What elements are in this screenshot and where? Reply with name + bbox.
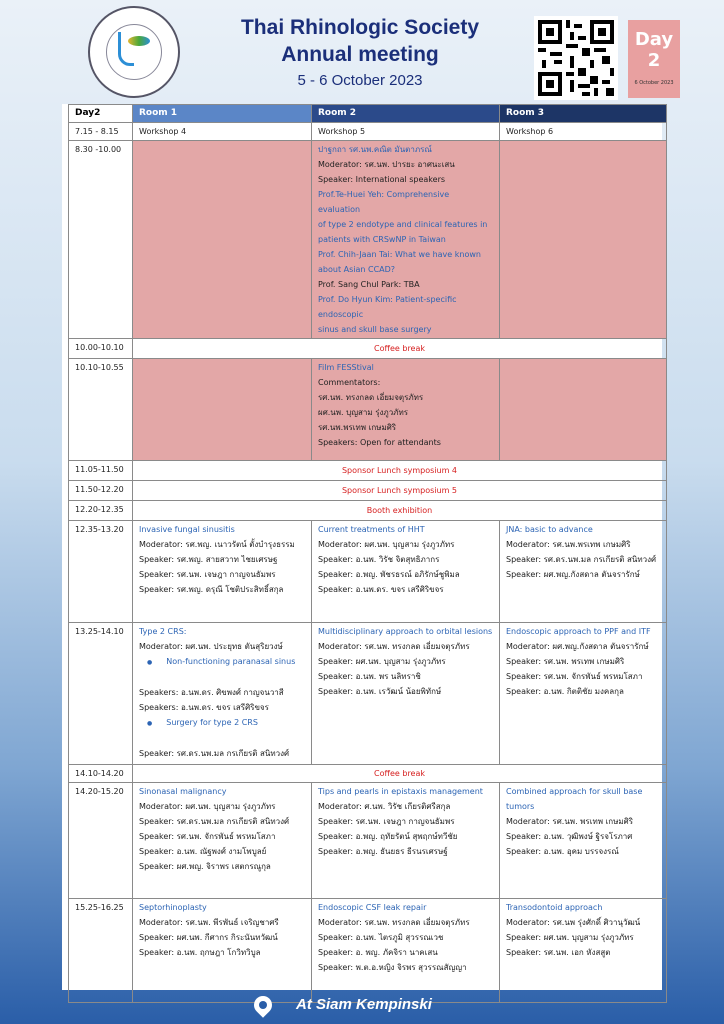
line: Speaker: อ.นพ. วุฒิพงษ์ ฐิรจโรภาศ: [506, 832, 633, 841]
line: รศ.นพ.พรเทพ เกษมศิริ: [318, 423, 397, 432]
schedule-table: [68, 104, 667, 1003]
session-cell: [500, 141, 667, 339]
table-row: [69, 461, 667, 481]
session-title-cont: tumors: [506, 802, 535, 811]
session-cell: [312, 899, 500, 1003]
session-title: Endoscopic approach to PPF and ITF: [506, 627, 651, 636]
line: Moderator: รศ.นพ. พีรพันธ์ เจริญชาศรี: [139, 918, 279, 927]
line: Speakers: อ.นพ.ดร. ขจร เสรีศิริขจร: [139, 703, 269, 712]
session-cell: [133, 783, 312, 899]
session-title: Sinonasal malignancy: [139, 787, 227, 796]
table-header-row: [69, 105, 667, 123]
title-line-2: Annual meeting: [281, 43, 439, 66]
session-cell: [500, 359, 667, 461]
line: Commentators:: [318, 378, 381, 387]
line: Speaker: รศ.พญ. สายสวาท ไชยเศรษฐ: [139, 555, 278, 564]
table-row: [69, 521, 667, 623]
session-title: Transodontoid approach: [506, 903, 603, 912]
line: Speaker: รศ.ดร.นพ.มล กรเกียรติ สนิทวงศ์: [139, 749, 290, 758]
line: Prof.Te-Huei Yeh: Comprehensive evaluation: [318, 190, 450, 214]
time-cell: 11.05-11.50: [69, 461, 133, 481]
column-header-day: Day2: [69, 105, 133, 123]
session-cell: [133, 141, 312, 339]
line: Speaker: ผศ.พญ. จิราพร เสตกรณูกุล: [139, 862, 271, 871]
session-cell: [133, 359, 312, 461]
session-title: Combined approach for skull base: [506, 787, 643, 796]
break-cell: Sponsor Lunch symposium 4: [133, 461, 667, 481]
table-row: [69, 339, 667, 359]
line: Speaker: รศ.นพ. เจษฎา กาญจนธัมพร: [139, 570, 276, 579]
session-cell: [312, 359, 500, 461]
line: Speaker: รศ.นพ. จักรพันธ์ พรหมโสภา: [139, 832, 276, 841]
line: about Asian CCAD?: [318, 265, 396, 274]
session-title: Tips and pearls in epistaxis management: [318, 787, 483, 796]
break-cell: Coffee break: [133, 339, 667, 359]
table-row: [69, 783, 667, 899]
session-title: Multidisciplinary approach to orbital lesions: [318, 627, 493, 636]
logo-inner-ring: [106, 24, 162, 80]
day-badge: [628, 20, 680, 98]
event-date: 5 - 6 October 2023: [297, 72, 423, 89]
line: Speaker: อ.นพ. ไตรภูมิ สุวรรณเวช: [318, 933, 444, 942]
day-badge-label: Day: [634, 29, 674, 50]
line: Moderator: รศ.นพ. ทรงกลด เอี่ยมจตุรภัทร: [318, 918, 470, 927]
table-row: [69, 501, 667, 521]
line: รศ.นพ. ทรงกลด เอี่ยมจตุรภัทร: [318, 393, 424, 402]
society-logo: [88, 6, 180, 98]
line: Moderator: รศ.นพ รุ่งศักดิ์ ศิวานุวัฒน์: [506, 918, 641, 927]
column-header-room1: Room 1: [133, 105, 312, 123]
line: Speaker: อ.นพ. อุคม บรรจงรณ์: [506, 847, 619, 856]
table-row: [69, 481, 667, 501]
line: Moderator: รศ.นพ. ปารยะ อาศนะเสน: [318, 160, 455, 169]
table-row: [69, 899, 667, 1003]
session-cell: Workshop 4: [133, 123, 312, 141]
session-cell: [500, 521, 667, 623]
line: ปาฐกถา รศ.นพ.คณิต มันตาภรณ์: [318, 145, 432, 154]
line: Speaker: รศ.พญ. ดรุณี โชติประสิทธิ์สกุล: [139, 585, 284, 594]
session-title: Invasive fungal sinusitis: [139, 525, 235, 534]
line: Speaker: อ.พญ. ฤทัยรัตน์ สุพฤกษ์ทวีชัย: [318, 832, 458, 841]
session-cell: [500, 899, 667, 1003]
table-row: [69, 123, 667, 141]
table-row: [69, 141, 667, 339]
line: Prof. Sang Chul Park: TBA: [318, 280, 420, 289]
time-cell: 14.20-15.20: [69, 783, 133, 899]
line: Speaker: รศ.ดร.นพ.มล กรเกียรติ สนิทวงศ์: [506, 555, 657, 564]
line: Speaker: อ.พญ. พัชรธรณ์ อภิรักษ์ชูพิมล: [318, 570, 460, 579]
time-cell: 12.20-12.35: [69, 501, 133, 521]
location-pin-icon: [250, 992, 275, 1017]
line: Speaker: อ.นพ. พร นลิทราชิ: [318, 672, 421, 681]
line: Speaker: อ. พญ. ภัคจิรา นาคเสน: [318, 948, 438, 957]
line: Speakers: อ.นพ.ดร. ศิขพงศ์ กาญจนวาสี: [139, 688, 284, 697]
day-badge-number: 2: [647, 50, 661, 71]
line: Moderator: รศ.พญ. เนาวรัตน์ ตั้งบำรุงธรรม: [139, 540, 295, 549]
session-cell: Workshop 6: [500, 123, 667, 141]
eye-icon: [128, 36, 150, 46]
line: Speaker: ผศ.นพ. บุญสาม รุ่งภูวภัทร: [318, 657, 446, 666]
line: Speaker: ผศ.นพ. กีศากร กิระนันทวัฒน์: [139, 933, 278, 942]
break-cell: Coffee break: [133, 765, 667, 783]
line: Moderator: ผศ.พญ.กังสดาล ตันจรารักษ์: [506, 642, 649, 651]
page-title: [200, 14, 520, 68]
venue-label: At Siam Kempinski: [296, 996, 432, 1013]
line: Speaker: อ.นพ. กิตติชัย มงคลกุล: [506, 687, 624, 696]
line: Moderator: รศ.นพ. พรเทพ เกษมศิริ: [506, 817, 634, 826]
time-cell: 10.00-10.10: [69, 339, 133, 359]
line: Film FESStival: [318, 363, 374, 372]
line: Moderator: รศ.นพ.พรเทพ เกษมศิริ: [506, 540, 631, 549]
line: Speaker: อ.นพ. ณัฐพงศ์ งามโพบูลย์: [139, 847, 267, 856]
session-title: Current treatments of HHT: [318, 525, 425, 534]
session-cell: [312, 623, 500, 765]
session-cell: [133, 623, 312, 765]
session-cell: [312, 141, 500, 339]
line: Speaker: อ.พญ. ธันยธร ธีรนรเศรษฐ์: [318, 847, 448, 856]
line: patients with CRSwNP in Taiwan: [318, 235, 446, 244]
schedule-sheet: [62, 104, 662, 990]
session-title: JNA: basic to advance: [506, 525, 593, 534]
footer: [0, 990, 724, 1024]
line: Moderator: ผศ.นพ. บุญสาม รุ่งภูวภัทร: [139, 802, 276, 811]
line: sinus and skull base surgery: [318, 325, 432, 334]
line: Speaker: พ.ต.อ.หญิง จิรพร สุวรรณสัญญา: [318, 963, 467, 972]
table-row: [69, 623, 667, 765]
table-row: [69, 359, 667, 461]
line: Speaker: ผศ.พญ.กังสดาล ตันจรารักษ์: [506, 570, 640, 579]
header: [0, 0, 724, 100]
qr-code-icon[interactable]: [534, 16, 618, 100]
session-cell: Workshop 5: [312, 123, 500, 141]
line: Moderator: ศ.นพ. วิรัช เกียรติศรีสกุล: [318, 802, 451, 811]
time-cell: 11.50-12.20: [69, 481, 133, 501]
column-header-room2: Room 2: [312, 105, 500, 123]
session-cell: [500, 623, 667, 765]
line: Moderator: ผศ.นพ. บุญสาม รุ่งภูวภัทร: [318, 540, 455, 549]
line: Speaker: รศ.นพ. พรเทพ เกษมศิริ: [506, 657, 625, 666]
line: Speaker: อ.นพ. ฤกษฎา โกวิทวิบูล: [139, 948, 261, 957]
time-cell: 7.15 - 8.15: [69, 123, 133, 141]
time-cell: 12.35-13.20: [69, 521, 133, 623]
column-header-room3: Room 3: [500, 105, 667, 123]
line: Speaker: International speakers: [318, 175, 446, 184]
line: Speaker: รศ.นพ. เอก หังสสูต: [506, 948, 611, 957]
line: Speaker: ผศ.นพ. บุญสาม รุ่งภูวภัทร: [506, 933, 634, 942]
day-badge-date: 6 October 2023: [634, 80, 674, 86]
line: Prof. Chih-Jaan Tai: What we have known: [318, 250, 481, 259]
line: Speaker: อ.นพ. เรวัฒน์ น้อยพิทักษ์: [318, 687, 442, 696]
session-cell: [500, 783, 667, 899]
line: Speakers: Open for attendants: [318, 438, 441, 447]
line: Moderator: ผศ.นพ. ประยุทธ ตันสุริยวงษ์: [139, 642, 283, 651]
line: ผศ.นพ. บุญสาม รุ่งภูวภัทร: [318, 408, 409, 417]
line: Prof. Do Hyun Kim: Patient-specific endoscopic: [318, 295, 457, 319]
line: Speaker: รศ.ดร.นพ.มล กรเกียรติ สนิทวงศ์: [139, 817, 290, 826]
time-cell: 10.10-10.55: [69, 359, 133, 461]
bullet-item: ● Surgery for type 2 CRS: [139, 715, 305, 731]
session-cell: [133, 521, 312, 623]
session-cell: [312, 521, 500, 623]
session-title: Septorhinoplasty: [139, 903, 207, 912]
line: Speaker: อ.นพ.ดร. ขจร เสรีศิริขจร: [318, 585, 444, 594]
session-cell: [312, 783, 500, 899]
session-title: Endoscopic CSF leak repair: [318, 903, 427, 912]
line: Speaker: อ.นพ. วิรัช จิตสุทธิภากร: [318, 555, 440, 564]
time-cell: 14.10-14.20: [69, 765, 133, 783]
bullet-item: ● Non-functioning paranasal sinus: [139, 654, 305, 670]
title-line-1: Thai Rhinologic Society: [240, 16, 480, 39]
session-title: Type 2 CRS:: [139, 627, 187, 636]
line: Moderator: รศ.นพ. ทรงกลด เอี่ยมจตุรภัทร: [318, 642, 470, 651]
time-cell: 15.25-16.25: [69, 899, 133, 1003]
break-cell: Booth exhibition: [133, 501, 667, 521]
session-cell: [133, 899, 312, 1003]
line: of type 2 endotype and clinical features in: [318, 220, 488, 229]
line: Speaker: รศ.นพ. จักรพันธ์ พรหมโสภา: [506, 672, 643, 681]
break-cell: Sponsor Lunch symposium 5: [133, 481, 667, 501]
time-cell: 8.30 -10.00: [69, 141, 133, 339]
time-cell: 13.25-14.10: [69, 623, 133, 765]
line: Speaker: รศ.นพ. เจษฎา กาญจนธัมพร: [318, 817, 455, 826]
table-row: [69, 765, 667, 783]
